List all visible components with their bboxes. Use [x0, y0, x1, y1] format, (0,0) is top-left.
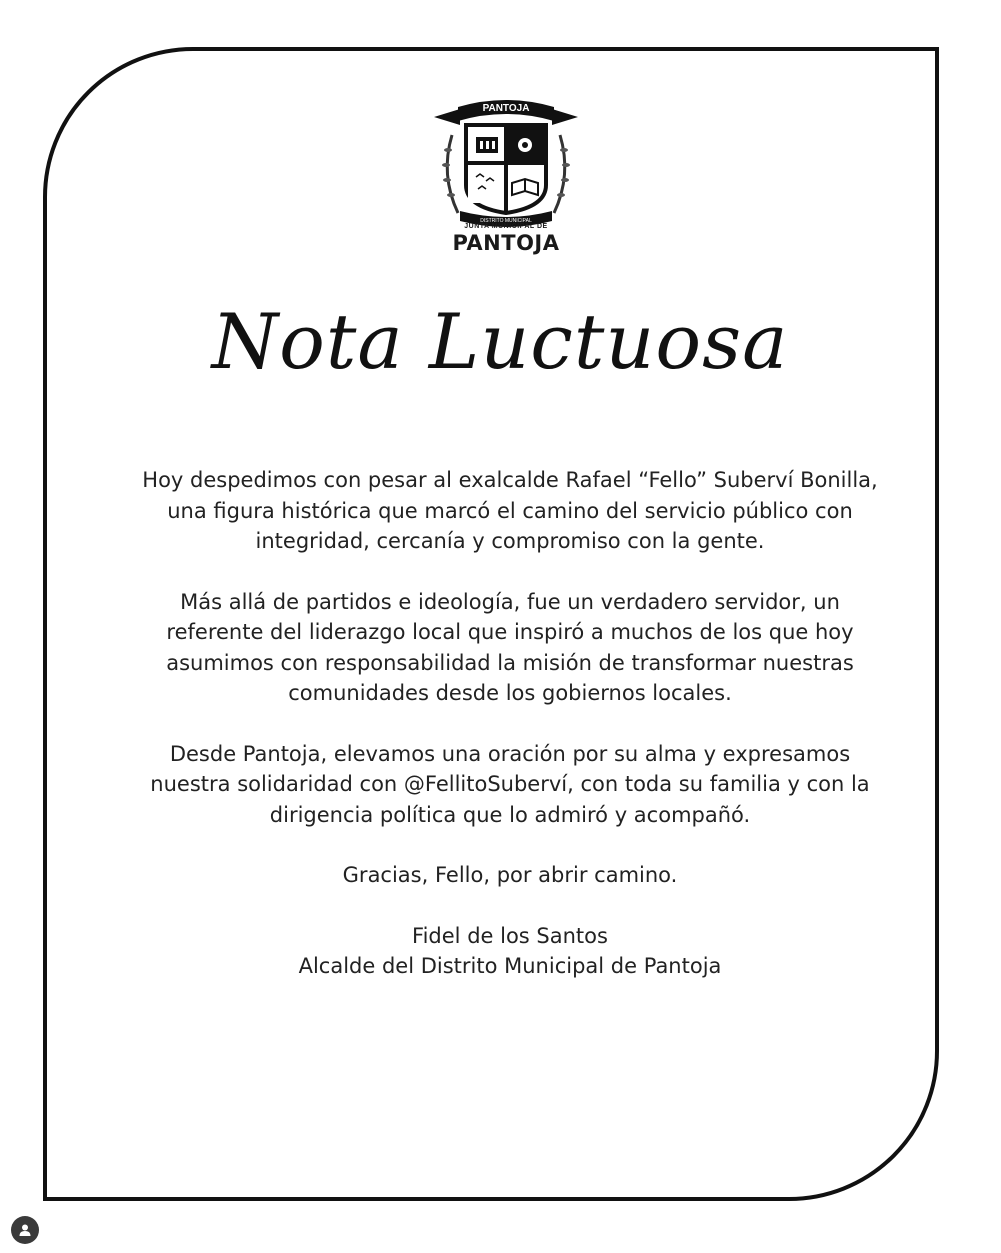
signature-role: Alcalde del Distrito Municipal de Pantoja: [298, 954, 722, 978]
seal-inner-text: DISTRITO MUNICIPAL: [480, 218, 532, 224]
seal-ribbon-text: PANTOJA: [482, 103, 530, 114]
signature-name: Fidel de los Santos: [412, 923, 608, 948]
seal-caption-small: JUNTA MUNICIPAL DE: [464, 223, 548, 230]
user-avatar-button[interactable]: [11, 1216, 39, 1244]
user-icon: [18, 1223, 32, 1237]
document-body: [140, 465, 880, 982]
paragraph-2: Más allá de partidos e ideología, fue un verdadero servidor, un referente del liderazgo local que inspiró a muchos de los que hoy asumimos con responsabilidad la misión de transformar nuestras comunidades desde los gobiernos locales.: [166, 589, 854, 705]
paragraph-1: Hoy despedimos con pesar al exalcalde Rafael “Fello” Suberví Bonilla, una figura histórica que marcó el camino del servicio público con integridad, cercanía y compromiso con la gente.: [142, 468, 878, 553]
paragraph-4: Gracias, Fello, por abrir camino.: [342, 863, 678, 887]
paragraph-3: Desde Pantoja, elevamos una oración por su alma y expresamos nuestra solidaridad con @FellitoSuberví, con toda su familia y con la dirigencia política que lo admiró y acompañó.: [150, 741, 870, 827]
seal-caption: [410, 222, 602, 255]
seal-caption-big: PANTOJA: [452, 231, 560, 255]
document-title: Nota Luctuosa: [211, 297, 789, 386]
